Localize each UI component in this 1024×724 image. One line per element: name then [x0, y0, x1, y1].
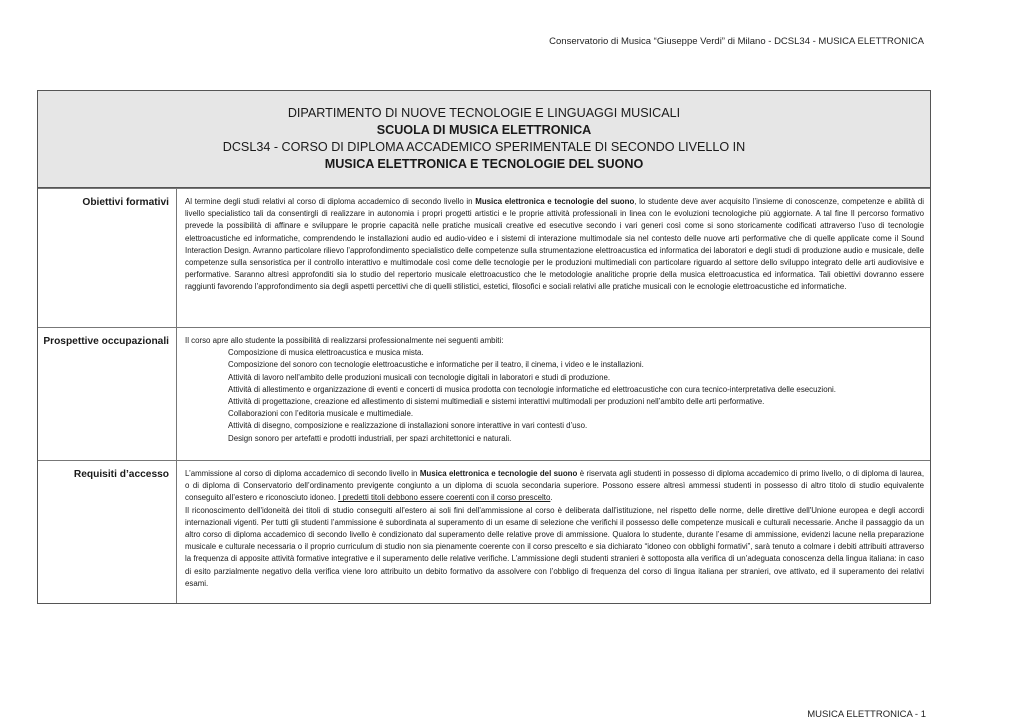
- requisiti-paragraph-2: Il riconoscimento dell'idoneità dei titoli di studio conseguiti all'estero ai soli fini dell'ammissione al corso è deliberata dall'istituzione, nel rispetto delle norme, delle direttive dell'Unione europea e degli accordi internazionali vigenti. Per tutti gli studenti l’ammissione è subordinata al superamento di un esame di selezione che verifichi il possesso delle competenze musicali e culturali necessarie. Anche il passaggio da un altro corso di diploma accademico di secondo livello è condizionato dal superamento delle relative prove di ammissione. Qualora lo studente, durante l’esame di ammissione, evidenzi lacune nella preparazione musicale e culturale necessaria o il proprio curriculum di studio non sia pienamente coerente con il corso prescelto e sia dichiarato “idoneo con obblighi formativi”, sarà tenuto a colmare i debiti attribuiti attraverso la frequenza di apposite attività formative integrative e il superamento delle relative verifiche. L’ammissione degli studenti stranieri è sottoposta alla verifica di un’adeguata conoscenza della lingua italiana: in caso di esito parzialmente negativo della verifica viene loro attribuito un debito formativo da assolvere con l’obbligo di frequenza del corso di lingua italiana per stranieri, ove attivato, ed il superamento dei relativi esami.: [185, 505, 924, 588]
- list-item: Collaborazioni con l’editoria musicale e multimediale.: [228, 409, 414, 419]
- course-title: DCSL34 - CORSO DI DIPLOMA ACCADEMICO SPERIMENTALE DI SECONDO LIVELLO IN: [222, 140, 746, 154]
- requisiti-paragraph-1: [185, 468, 924, 505]
- obiettivi-content: [177, 189, 930, 327]
- obiettivi-label: Obiettivi formativi: [38, 189, 177, 327]
- department-title: DIPARTIMENTO DI NUOVE TECNOLOGIE E LINGUAGGI MUSICALI: [287, 106, 681, 120]
- requisiti-course-name: Musica elettronica e tecnologie del suono: [419, 469, 578, 478]
- obiettivi-paragraph: [185, 196, 924, 294]
- list-item: Attività di disegno, composizione e realizzazione di installazioni sonore interattive in vari contesti d’uso.: [228, 421, 588, 431]
- curriculum-table: [37, 90, 931, 604]
- list-item: Composizione del sonoro con tecnologie elettroacustiche e informatiche per il teatro, il cinema, i video e le installazioni.: [228, 360, 644, 370]
- obiettivi-text-a: Al termine degli studi relativi al corso di diploma accademico di secondo livello in: [185, 197, 476, 206]
- row-prospettive: [38, 327, 930, 460]
- prospettive-list: [185, 347, 924, 445]
- prospettive-label: Prospettive occupazionali: [38, 328, 177, 460]
- page-footer: MUSICA ELETTRONICA - 1: [807, 709, 926, 720]
- requisiti-p1-a: L’ammissione al corso di diploma accademico di secondo livello in: [185, 469, 420, 478]
- requisiti-p1-end: .: [550, 493, 553, 503]
- obiettivi-course-name: Musica elettronica e tecnologie del suono: [475, 197, 635, 206]
- prospettive-content: [177, 328, 930, 460]
- obiettivi-text-b: , lo studente deve aver acquisito l’insieme di conoscenze, competenze e abilità di livello specialistico tali da consentirgli di realizzare in autonomia i propri progetti artistici e le proprie attività professionali in linea con le evoluzioni tecnologiche più aggiornate. A tal fine Il percorso formativo prevede la possibilità di affinare e sviluppare le proprie capacità nelle pratiche musicali creative ed esecutive secondo i vari generi così come si sono storicamente codificati attraverso l’uso di tecnologie elettroacustiche ed informatiche, comprendendo le installazioni audio ed audio-video e i sistemi di interazione multimodale sia nel contesto delle nuove arti performative che di quelle applicate come il Sound Interaction Design. Avranno particolare rilievo l’approfondimento specialistico delle competenze sulla strumentazione elettroacustica ed informatica dei laboratori e degli studi di produzione audio e musicale, delle competenze sulla sensoristica per il controllo interattivo e multimodale così come delle tecnologie per le produzioni multimediali con particolare riguardo al settore dello sviluppo integrato delle arti audiovisive e performative. Saranno altresì approfonditi sia lo studio del repertorio musicale elettroacustico che le metodologie analitiche proprie della musica elettroacustica ed informatica. Tali obiettivi dovranno essere raggiunti favorendo l’approfondimento sia degli aspetti percettivi che di quelli stilistici, estetici, filosofici e sociali relativi alle pratiche musicali con le ecnologie elettroacustiche ed informatiche.: [185, 197, 925, 292]
- running-header: Conservatorio di Musica “Giuseppe Verdi” di Milano - DCSL34 - MUSICA ELETTRONICA: [549, 36, 924, 47]
- requisiti-p1-b: è riservata agli studenti in possesso di diploma accademico di primo livello, o di diploma di laurea, o di diploma di Conservatorio dell’ordinamento previgente congiunto a un diploma di scuola secondaria superiore. Possono essere altresì ammessi studenti in possesso di altro titolo di studio equivalente conseguito all’estero e riconosciuto idoneo.: [185, 469, 925, 503]
- list-item: Design sonoro per artefatti e prodotti industriali, per spazi architettonici e naturali.: [228, 433, 512, 443]
- prospettive-intro: Il corso apre allo studente la possibilità di realizzarsi professionalmente nei seguenti ambiti:: [185, 336, 504, 345]
- row-obiettivi: [38, 188, 930, 327]
- list-item: Attività di progettazione, creazione ed allestimento di sistemi multimediali e sistemi interattivi multimodali per produzioni nell’ambito delle arti performative.: [228, 397, 765, 407]
- requisiti-label: Requisiti d’accesso: [38, 461, 177, 603]
- list-item: Composizione di musica elettroacustica e musica mista.: [228, 348, 424, 358]
- school-title: SCUOLA DI MUSICA ELETTRONICA: [376, 123, 592, 137]
- course-subtitle: MUSICA ELETTRONICA E TECNOLOGIE DEL SUONO: [324, 157, 644, 171]
- requisiti-content: [177, 461, 930, 603]
- title-block: [38, 91, 930, 188]
- row-requisiti: [38, 460, 930, 603]
- list-item: Attività di lavoro nell’ambito delle produzioni musicali con tecnologie digitali in laboratori e studi di produzione.: [228, 372, 611, 382]
- requisiti-coherence-note: I predetti titoli debbono essere coerenti con il corso prescelto: [338, 493, 551, 503]
- list-item: Attività di allestimento e organizzazione di eventi e concerti di musica prodotta con tecnologie informatiche ed elettroacustiche con cura tecnico-interpretativa delle esecuzioni.: [228, 384, 836, 394]
